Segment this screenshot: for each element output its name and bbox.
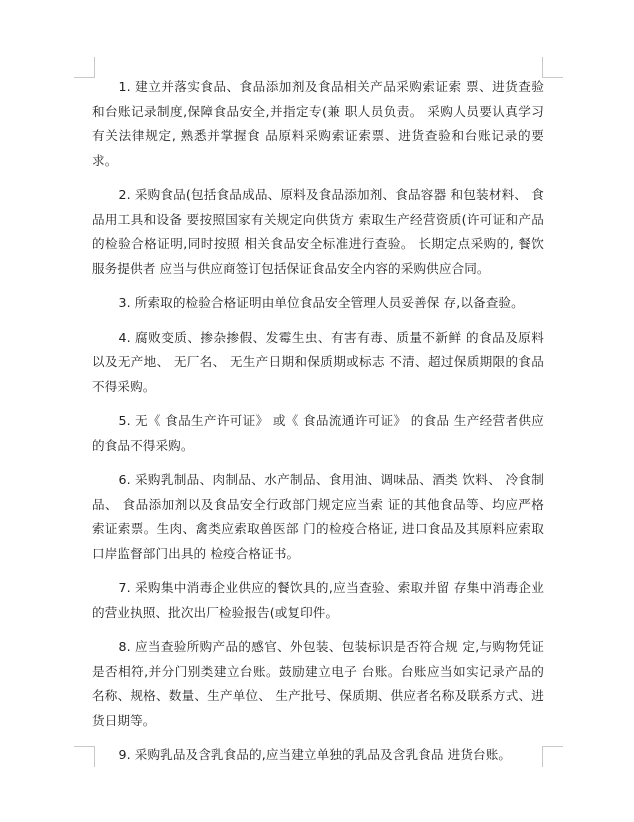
paragraph-5: 5. 无《 食品生产许可证》 或《 食品流通许可证》 的食品 生产经营者供应的食品不得采购。 [92, 413, 544, 453]
crop-mark-top-right [542, 57, 563, 78]
document-body [92, 75, 544, 778]
paragraph-3: 3. 所索取的检验合格证明由单位食品安全管理人员妥善保 存,以备查验。 [118, 295, 524, 310]
paragraph-7: 7. 采购集中消毒企业供应的餐饮具的,应当查验、索取并留 存集中消毒企业的营业执照、批次出厂检验报告(或复印件。 [92, 580, 544, 620]
paragraph-9: 9. 采购乳品及含乳食品的,应当建立单独的乳品及含乳食品 进货台账。 [118, 747, 512, 762]
paragraph-8: 8. 应当查验所购产品的感官、外包装、包装标识是否符合规 定,与购物凭证是否相符,并分门别类建立台账。鼓励建立电子 台账。台账应当如实记录产品的名称、规格、数量、生产单位、 生产批号、保质期、供应者名称及联系方式、进货日期等。 [92, 639, 544, 728]
paragraph-2: 2. 采购食品(包括食品成品、原料及食品添加剂、食品容器 和包装材料、 食品用工具和设备 要按照国家有关规定向供货方 索取生产经营资质(许可证和产品的检验合格证明,同时按照 相关食品安全标准进行查验。 长期定点采购的, 餐饮服务提供者 应当与供应商签订包括保证食品安全内容的采购供应合同。 [92, 187, 544, 276]
paragraph-1: 1. 建立并落实食品、食品添加剂及食品相关产品采购索证索 票、进货查验和台账记录制度,保障食品安全,并指定专(兼 职人员负责。 采购人员要认真学习有关法律规定, 熟悉并掌握食 品原料采购索证索票、进货查验和台账记录的要求。 [92, 79, 544, 168]
paragraph-6: 6. 采购乳制品、肉制品、水产制品、食用油、调味品、酒类 饮料、 冷食制品、 食品添加剂以及食品安全行政部门规定应当索 证的其他食品等、均应严格索证索票。生肉、禽类应索取兽医部 门的检疫合格证, 进口食品及其原料应索取口岸监督部门出具的 检疫合格证书。 [92, 472, 544, 561]
crop-mark-bottom-right [542, 746, 563, 767]
paragraph-4: 4. 腐败变质、掺杂掺假、发霉生虫、有害有毒、质量不新鲜 的食品及原料以及无产地、 无厂名、 无生产日期和保质期或标志 不清、超过保质期限的食品不得采购。 [92, 329, 544, 394]
